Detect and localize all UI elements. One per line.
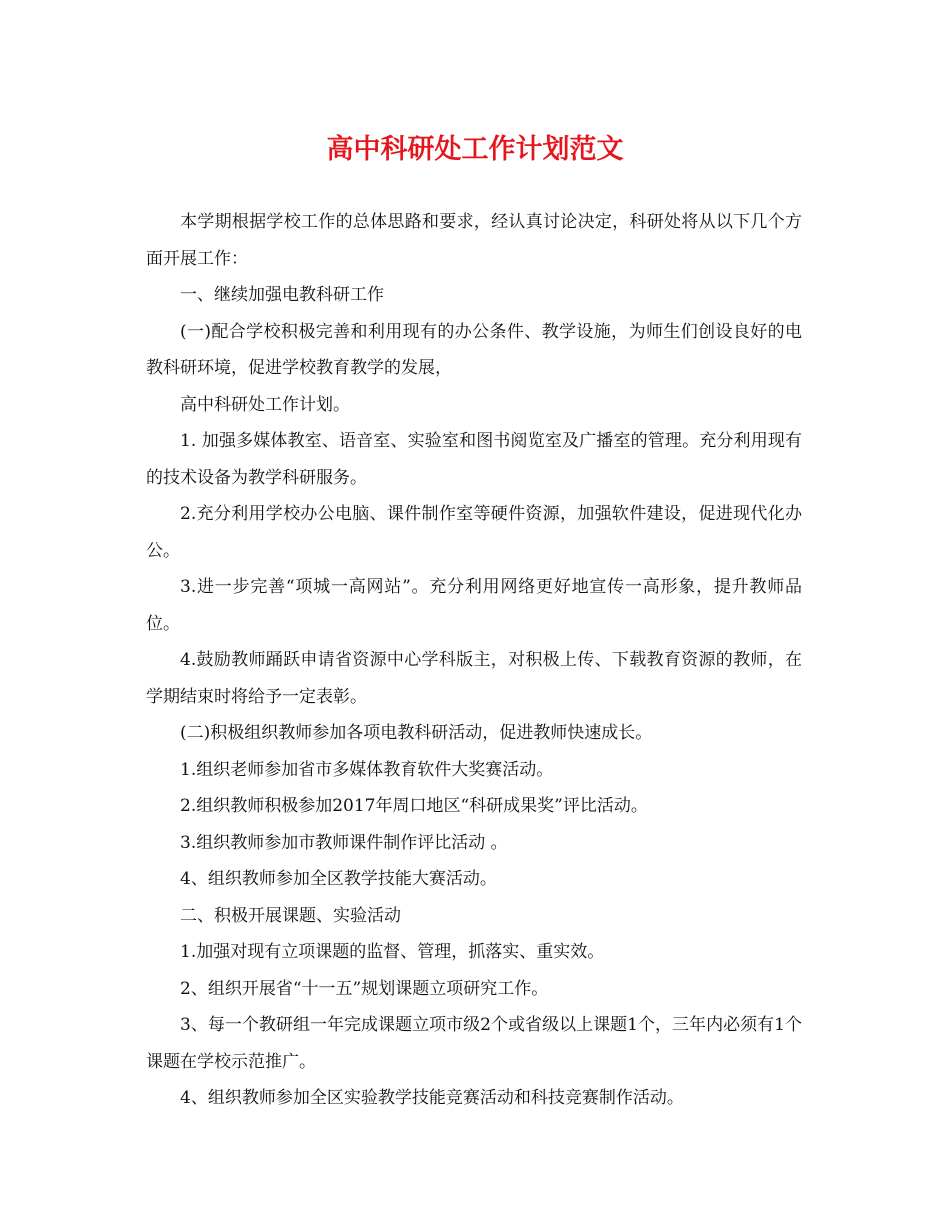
list-item: 4、组织教师参加全区实验教学技能竞赛活动和科技竞赛制作活动。 [180, 1088, 684, 1108]
paragraph: 高中科研处工作计划。 [180, 394, 350, 415]
list-item: 2.充分利用学校办公电脑、课件制作室等硬件资源，加强软件建设，促进现代化办公。 [146, 504, 802, 561]
list-item: 1.组织老师参加省市多媒体教育软件大奖赛活动。 [180, 759, 554, 780]
subsection-heading-1-2: (二)积极组织教师参加各项电教科研活动，促进教师快速成长。 [180, 723, 653, 743]
list-item: 2.组织教师积极参加2017年周口地区“科研成果奖”评比活动。 [180, 796, 648, 816]
document-body [146, 204, 802, 1117]
list-item: 3.进一步完善“项城一高网站”。充分利用网络更好地宣传一高形象，提升教师品位。 [146, 577, 802, 634]
subsection-heading-1-1: (一)配合学校积极完善和利用现有的办公条件、教学设施，为师生们创设良好的电教科研环境，促进学校教育教学的发展， [146, 321, 802, 378]
section-heading-2: 二、积极开展课题、实验活动 [180, 905, 401, 926]
list-item: 4.鼓励教师踊跃申请省资源中心学科版主，对积极上传、下载教育资源的教师，在学期结束时将给予一定表彰。 [146, 650, 802, 707]
list-item: 3、每一个教研组一年完成课题立项市级2个或省级以上课题1个，三年内必须有1个课题在学校示范推广。 [146, 1015, 802, 1072]
list-item: 2、组织开展省“十一五”规划课题立项研究工作。 [180, 978, 549, 999]
page-title: 高中科研处工作计划范文 [326, 134, 624, 165]
paragraph-intro: 本学期根据学校工作的总体思路和要求，经认真讨论决定，科研处将从以下几个方面开展工作： [146, 212, 802, 269]
list-item: 1.加强对现有立项课题的监督、管理，抓落实、重实效。 [180, 942, 605, 962]
section-heading-1: 一、继续加强电教科研工作 [180, 285, 384, 305]
list-item: 4、组织教师参加全区教学技能大赛活动。 [180, 869, 497, 889]
list-item: 3.组织教师参加市教师课件制作评比活动 。 [180, 832, 508, 853]
list-item: 1. 加强多媒体教室、语音室、实验室和图书阅览室及广播室的管理。充分利用现有的技术设备为教学科研服务。 [146, 431, 802, 488]
